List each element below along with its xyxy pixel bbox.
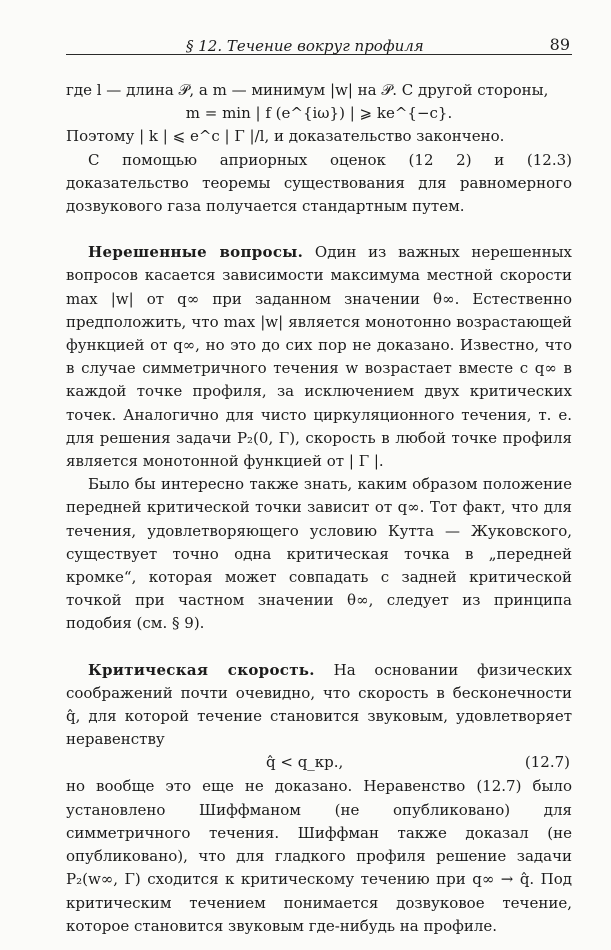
- equation-min: m = min | f (e^{iω}) | ⩾ ke^{−c}.: [185, 104, 453, 123]
- section-title: § 12. Течение вокруг профиля: [186, 37, 424, 55]
- section-heading-critical: Критическая скорость.: [88, 660, 315, 679]
- equation-12-7: [66, 751, 572, 775]
- section-critical-speed: [66, 659, 572, 752]
- equation-number: (12.7): [524, 753, 570, 772]
- paragraph-unsolved-2: Было бы интересно также знать, каким образом положение передней критической точки зависит от q∞. Тот факт, что для течения, удовлетворяющего условию Кутта — Жуковского, существует точно одна критическая точка в „передней кромке“, которая может совпадать с задней критической точкой при частном значении θ∞, следует из принципа подобия (см. § 9).: [66, 475, 572, 633]
- equation-inequality: q̂ < q_кр.,: [266, 753, 344, 772]
- page-body: [66, 79, 572, 938]
- running-header: [66, 30, 572, 55]
- paragraph-critical-1: На основании физических соображений почти очевидно, что скорость в бесконечности q̂, для которой течение становится звуковым, удовлетворяет неравенству: [66, 660, 572, 749]
- paragraph-intro: где l — длина 𝒫, а m — минимум |w| на 𝒫. С другой стороны,: [66, 81, 549, 99]
- section-heading-unsolved: Нерешенные вопросы.: [88, 243, 304, 262]
- section-unsolved-questions: [66, 241, 572, 473]
- paragraph-critical-2: но вообще это еще не доказано. Неравенство (12.7) было установлено Шиффманом (не опубликовано) для симметричного течения. Шиффман также доказал (не опубликовано), что для гладкого профиля решение задачи P₂(w∞, Γ) сходится к критическому течению при q∞ → q̂. Под критическим течением понимается дозвуковое течение, которое становится звуковым где-нибудь на профиле.: [66, 777, 572, 935]
- paragraph-unsolved-1: Один из важных нерешенных вопросов касается зависимости максимума местной скорости max |w| от q∞ при заданном значении θ∞. Естественно предположить, что max |w| является монотонно возрастающей функцией от q∞, но это до сих пор не доказано. Известно, что в случае симметричного течения w возрастает вместе с q∞ в каждой точке профиля, за исключением двух критических точек. Аналогично для чисто циркуляционного течения, т. е. для решения задачи P₂(0, Γ), скорость в любой точке профиля является монотонной функцией от | Γ |.: [66, 243, 572, 471]
- paragraph-conclusion: Поэтому | k | ⩽ e^c | Γ |/l, и доказательство закончено.: [66, 127, 505, 146]
- paragraph-existence: С помощью априорных оценок (12 2) и (12.3) доказательство теоремы существования для равномерного дозвукового газа получается стандартным путем.: [66, 150, 572, 216]
- book-page: [66, 30, 572, 938]
- page-number: 89: [549, 35, 570, 54]
